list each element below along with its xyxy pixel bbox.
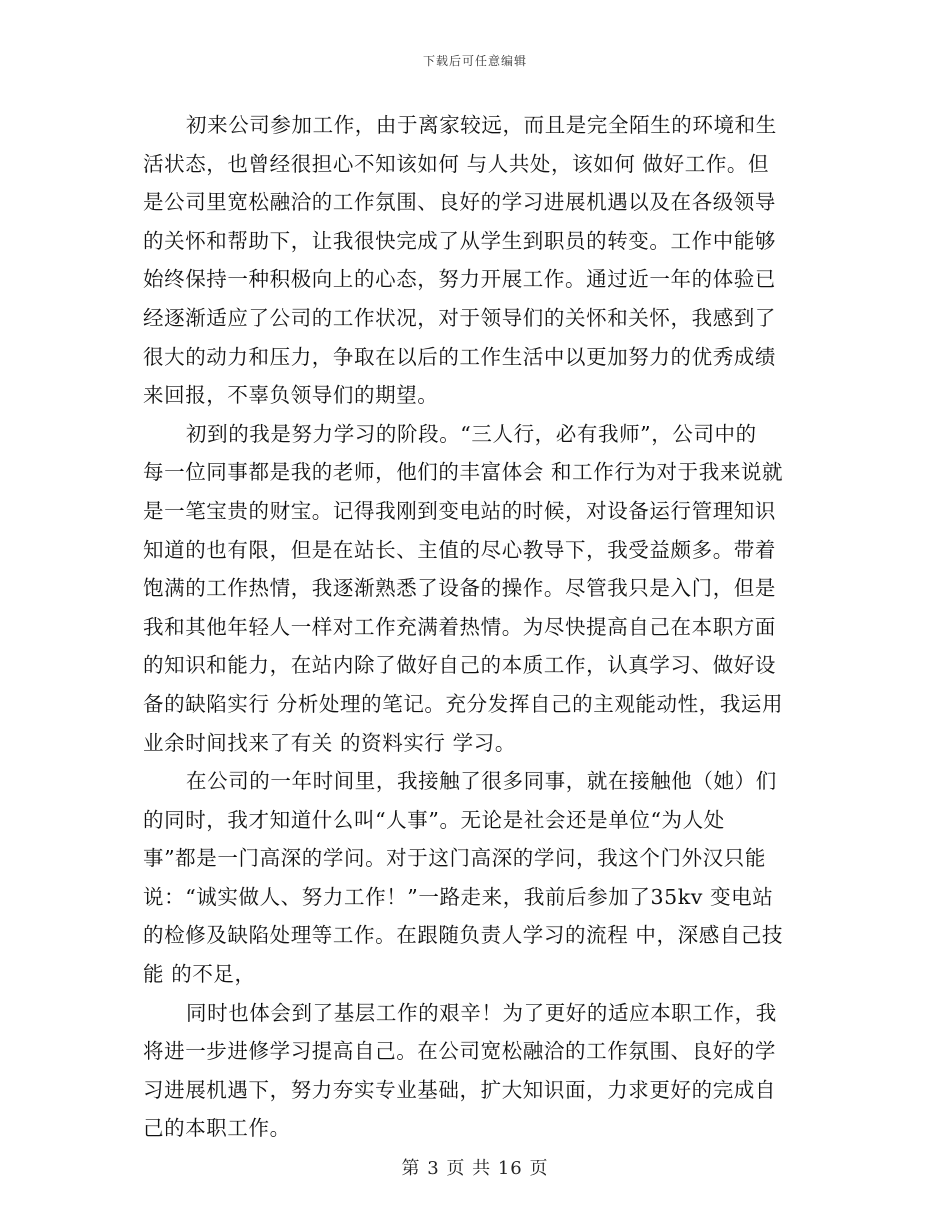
text-line: 很大的动力和压力，争取在以后的工作生活中以更加努力的优秀成绩 [143, 344, 776, 369]
paragraph [143, 994, 805, 1148]
text-line: 始终保持一种积极向上的心态，努力开展工作。通过近一年的体验已 [143, 267, 776, 292]
paragraph [143, 106, 805, 415]
text-line: 来回报，不辜负领导们的期望。 [143, 383, 439, 408]
paragraph [143, 762, 805, 994]
text-line: 是一笔宝贵的财宝。记得我刚到变电站的时候，对设备运行管理知识 [143, 498, 776, 523]
text-line: 每一位同事都是我的老师，他们的丰富体会 和工作行为对于我来说就 [143, 460, 784, 485]
text-line: 饱满的工作热情，我逐渐熟悉了设备的操作。尽管我只是入门，但是 [143, 576, 776, 601]
text-line: 说：“诚实做人、努力工作！”一路走来，我前后参加了35kv 变电站 [143, 884, 774, 909]
text-line: 我和其他年轻人一样对工作充满着热情。为尽快提高自己在本职方面 [143, 614, 776, 639]
text-line: 的同时，我才知道什么叫“人事”。无论是社会还是单位“为人处 [143, 807, 725, 832]
text-line: 同时也体会到了基层工作的艰辛！为了更好的适应本职工作，我 [186, 1000, 777, 1025]
text-line: 业余时间找来了有关 的资料实行 学习。 [143, 730, 516, 755]
text-line: 经逐渐适应了公司的工作状况，对于领导们的关怀和关怀，我感到了 [143, 305, 776, 330]
text-line: 习进展机遇下，努力夯实专业基础，扩大知识面，力求更好的完成自 [143, 1077, 776, 1102]
text-line: 知道的也有限，但是在站长、主值的尽心教导下，我受益颇多。带着 [143, 537, 776, 562]
text-line: 己的本职工作。 [143, 1116, 291, 1141]
text-line: 将进一步进修学习提高自己。在公司宽松融洽的工作氛围、良好的学 [143, 1039, 776, 1064]
text-line: 事”都是一门高深的学问。对于这门高深的学问，我这个门外汉只能 [143, 846, 766, 871]
page-header: 下载后可任意编辑 [422, 54, 527, 68]
text-line: 在公司的一年时间里，我接触了很多同事，就在接触他（她）们 [186, 769, 777, 794]
text-line: 是公司里宽松融洽的工作氛围、良好的学习进展机遇以及在各级领导 [143, 190, 776, 215]
text-line: 的关怀和帮助下，让我很快完成了从学生到职员的转变。工作中能够 [143, 228, 776, 253]
paragraph [143, 415, 805, 762]
document-body [143, 106, 805, 1148]
text-line: 活状态，也曾经很担心不知该如何 与人共处，该如何 做好工作。但 [143, 151, 770, 176]
text-line: 的检修及缺陷处理等工作。在跟随负责人学习的流程 中，深感自己技 [143, 923, 784, 948]
text-line: 的知识和能力，在站内除了做好自己的本质工作，认真学习、做好设 [143, 653, 776, 678]
text-line: 备的缺陷实行 分析处理的笔记。充分发挥自己的主观能动性，我运用 [143, 691, 784, 716]
text-line: 初来公司参加工作，由于离家较远，而且是完全陌生的环境和生 [186, 113, 777, 137]
page-number: 第 3 页 共 16 页 [401, 1158, 549, 1179]
text-line: 初到的我是努力学习的阶段。“三人行，必有我师”，公司中的 [186, 421, 757, 446]
text-line: 能 的不足， [143, 962, 256, 987]
